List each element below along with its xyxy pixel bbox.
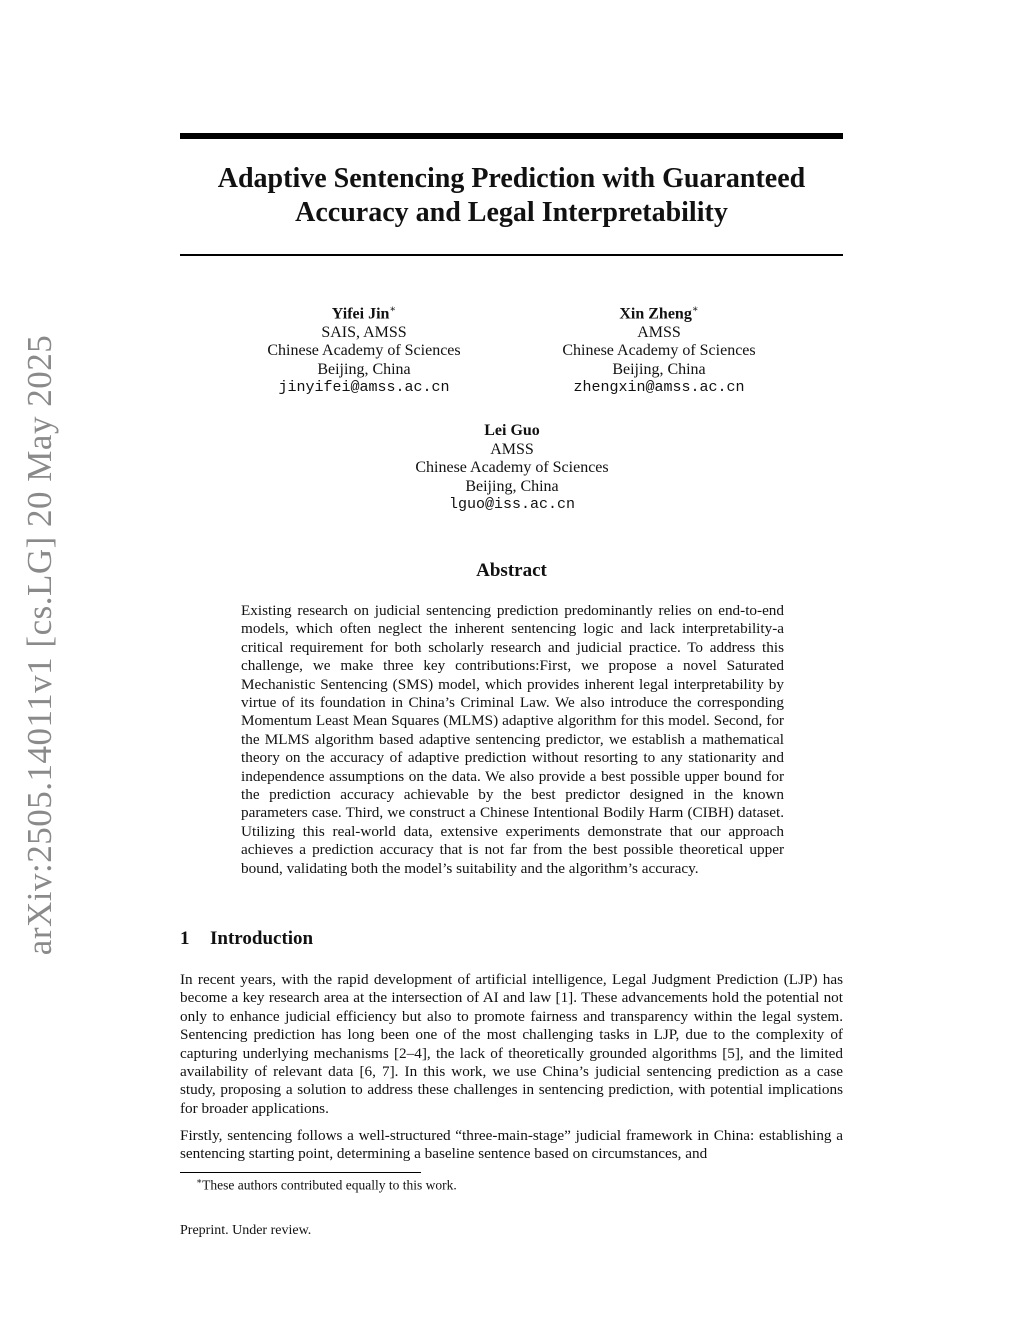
author-location: Beijing, China (465, 477, 559, 495)
author-email[interactable]: lguo@iss.ac.cn (448, 496, 576, 513)
intro-paragraph-2: Firstly, sentencing follows a well-structured “three-main-stage” judicial framework in China: establishing a sentencing starting point, determining a baseline sentence based on circumstances, and (180, 1127, 843, 1163)
author-email[interactable]: zhengxin@amss.ac.cn (573, 379, 745, 397)
author-affiliation: SAIS, AMSS (321, 323, 407, 341)
author-block-2 (529, 301, 789, 398)
author-affiliation: AMSS (490, 440, 534, 458)
title-line-1: Adaptive Sentencing Prediction with Guaranteed (217, 163, 806, 194)
author-block-3 (382, 422, 642, 515)
footnote-mark: ∗ (196, 1176, 203, 1186)
footnote-rule (180, 1172, 421, 1173)
author-institution: Chinese Academy of Sciences (267, 342, 461, 360)
author-name: Yifei Jin (331, 305, 390, 323)
equal-contribution-mark: ∗ (389, 304, 397, 315)
section-title: Introduction (210, 928, 314, 949)
section-heading-introduction (180, 928, 313, 950)
paper-title (180, 162, 843, 230)
abstract-text: Existing research on judicial sentencing prediction predominantly relies on end-to-end models, which often neglect the inherent sentencing logic and lack interpretability-a critical requirement for both scholarly research and judicial practice. To address this challenge, we make three key contributions:First, we propose a novel Saturated Mechanistic Sentencing (SMS) model, which provides inherent legal interpretability by virtue of its foundation in China’s Criminal Law. We also introduce the corresponding Momentum Least Mean Squares (MLMS) adaptive algorithm for this model. Second, for the MLMS algorithm based adaptive sentencing predictor, we establish a mathematical theory on the accuracy of adaptive prediction without resorting to any stationarity and independence assumptions on the data. We also provide a best possible upper bound for the prediction accuracy achievable by the best predictor designed in the known parameters case. Third, we construct a Chinese Intentional Bodily Harm (CIBH) dataset. Utilizing this real-world data, extensive experiments demonstrate that our approach achieves a prediction accuracy that is not far from the best possible theoretical upper bound, validating both the model’s suitability and the algorithm’s accuracy. (241, 602, 784, 877)
author-affiliation: AMSS (637, 323, 681, 341)
author-institution: Chinese Academy of Sciences (415, 459, 609, 476)
footnote-text: These authors contributed equally to this work. (202, 1177, 457, 1193)
intro-paragraph-1: In recent years, with the rapid development of artificial intelligence, Legal Judgment Prediction (LJP) has become a key research area at the intersection of AI and law [1]. These advancements hold the potential not only to enhance judicial efficiency but also to promote fairness and transparency within the legal system. Sentencing prediction has long been one of the most challenging tasks in LJP, due to the complexity of capturing underlying mechanisms [2–4], the lack of theoretically grounded algorithms [5], and the limited availability of relevant data [6, 7]. In this work, we use China’s judicial sentencing prediction as a case study, proposing a solution to address these challenges in sentencing prediction, with potential implications for broader applications. (180, 971, 843, 1117)
author-email[interactable]: jinyifei@amss.ac.cn (278, 379, 450, 397)
arxiv-stamp-text: arXiv:2505.14011v1 [cs.LG] 20 May 2025 (20, 334, 59, 956)
section-number: 1 (180, 928, 190, 949)
author-institution: Chinese Academy of Sciences (562, 342, 756, 360)
author-location: Beijing, China (317, 360, 411, 378)
author-location: Beijing, China (612, 360, 706, 378)
title-top-rule (180, 133, 843, 139)
equal-contribution-mark: ∗ (691, 304, 699, 315)
preprint-notice: Preprint. Under review. (180, 1223, 312, 1238)
title-bottom-rule (180, 254, 843, 256)
author-name: Xin Zheng (619, 305, 692, 323)
author-block-1 (234, 301, 494, 398)
footnote (196, 1176, 457, 1194)
abstract-heading: Abstract (476, 560, 547, 581)
title-line-2: Accuracy and Legal Interpretability (295, 197, 728, 228)
arxiv-stamp (10, 330, 70, 960)
author-name: Lei Guo (484, 422, 540, 439)
